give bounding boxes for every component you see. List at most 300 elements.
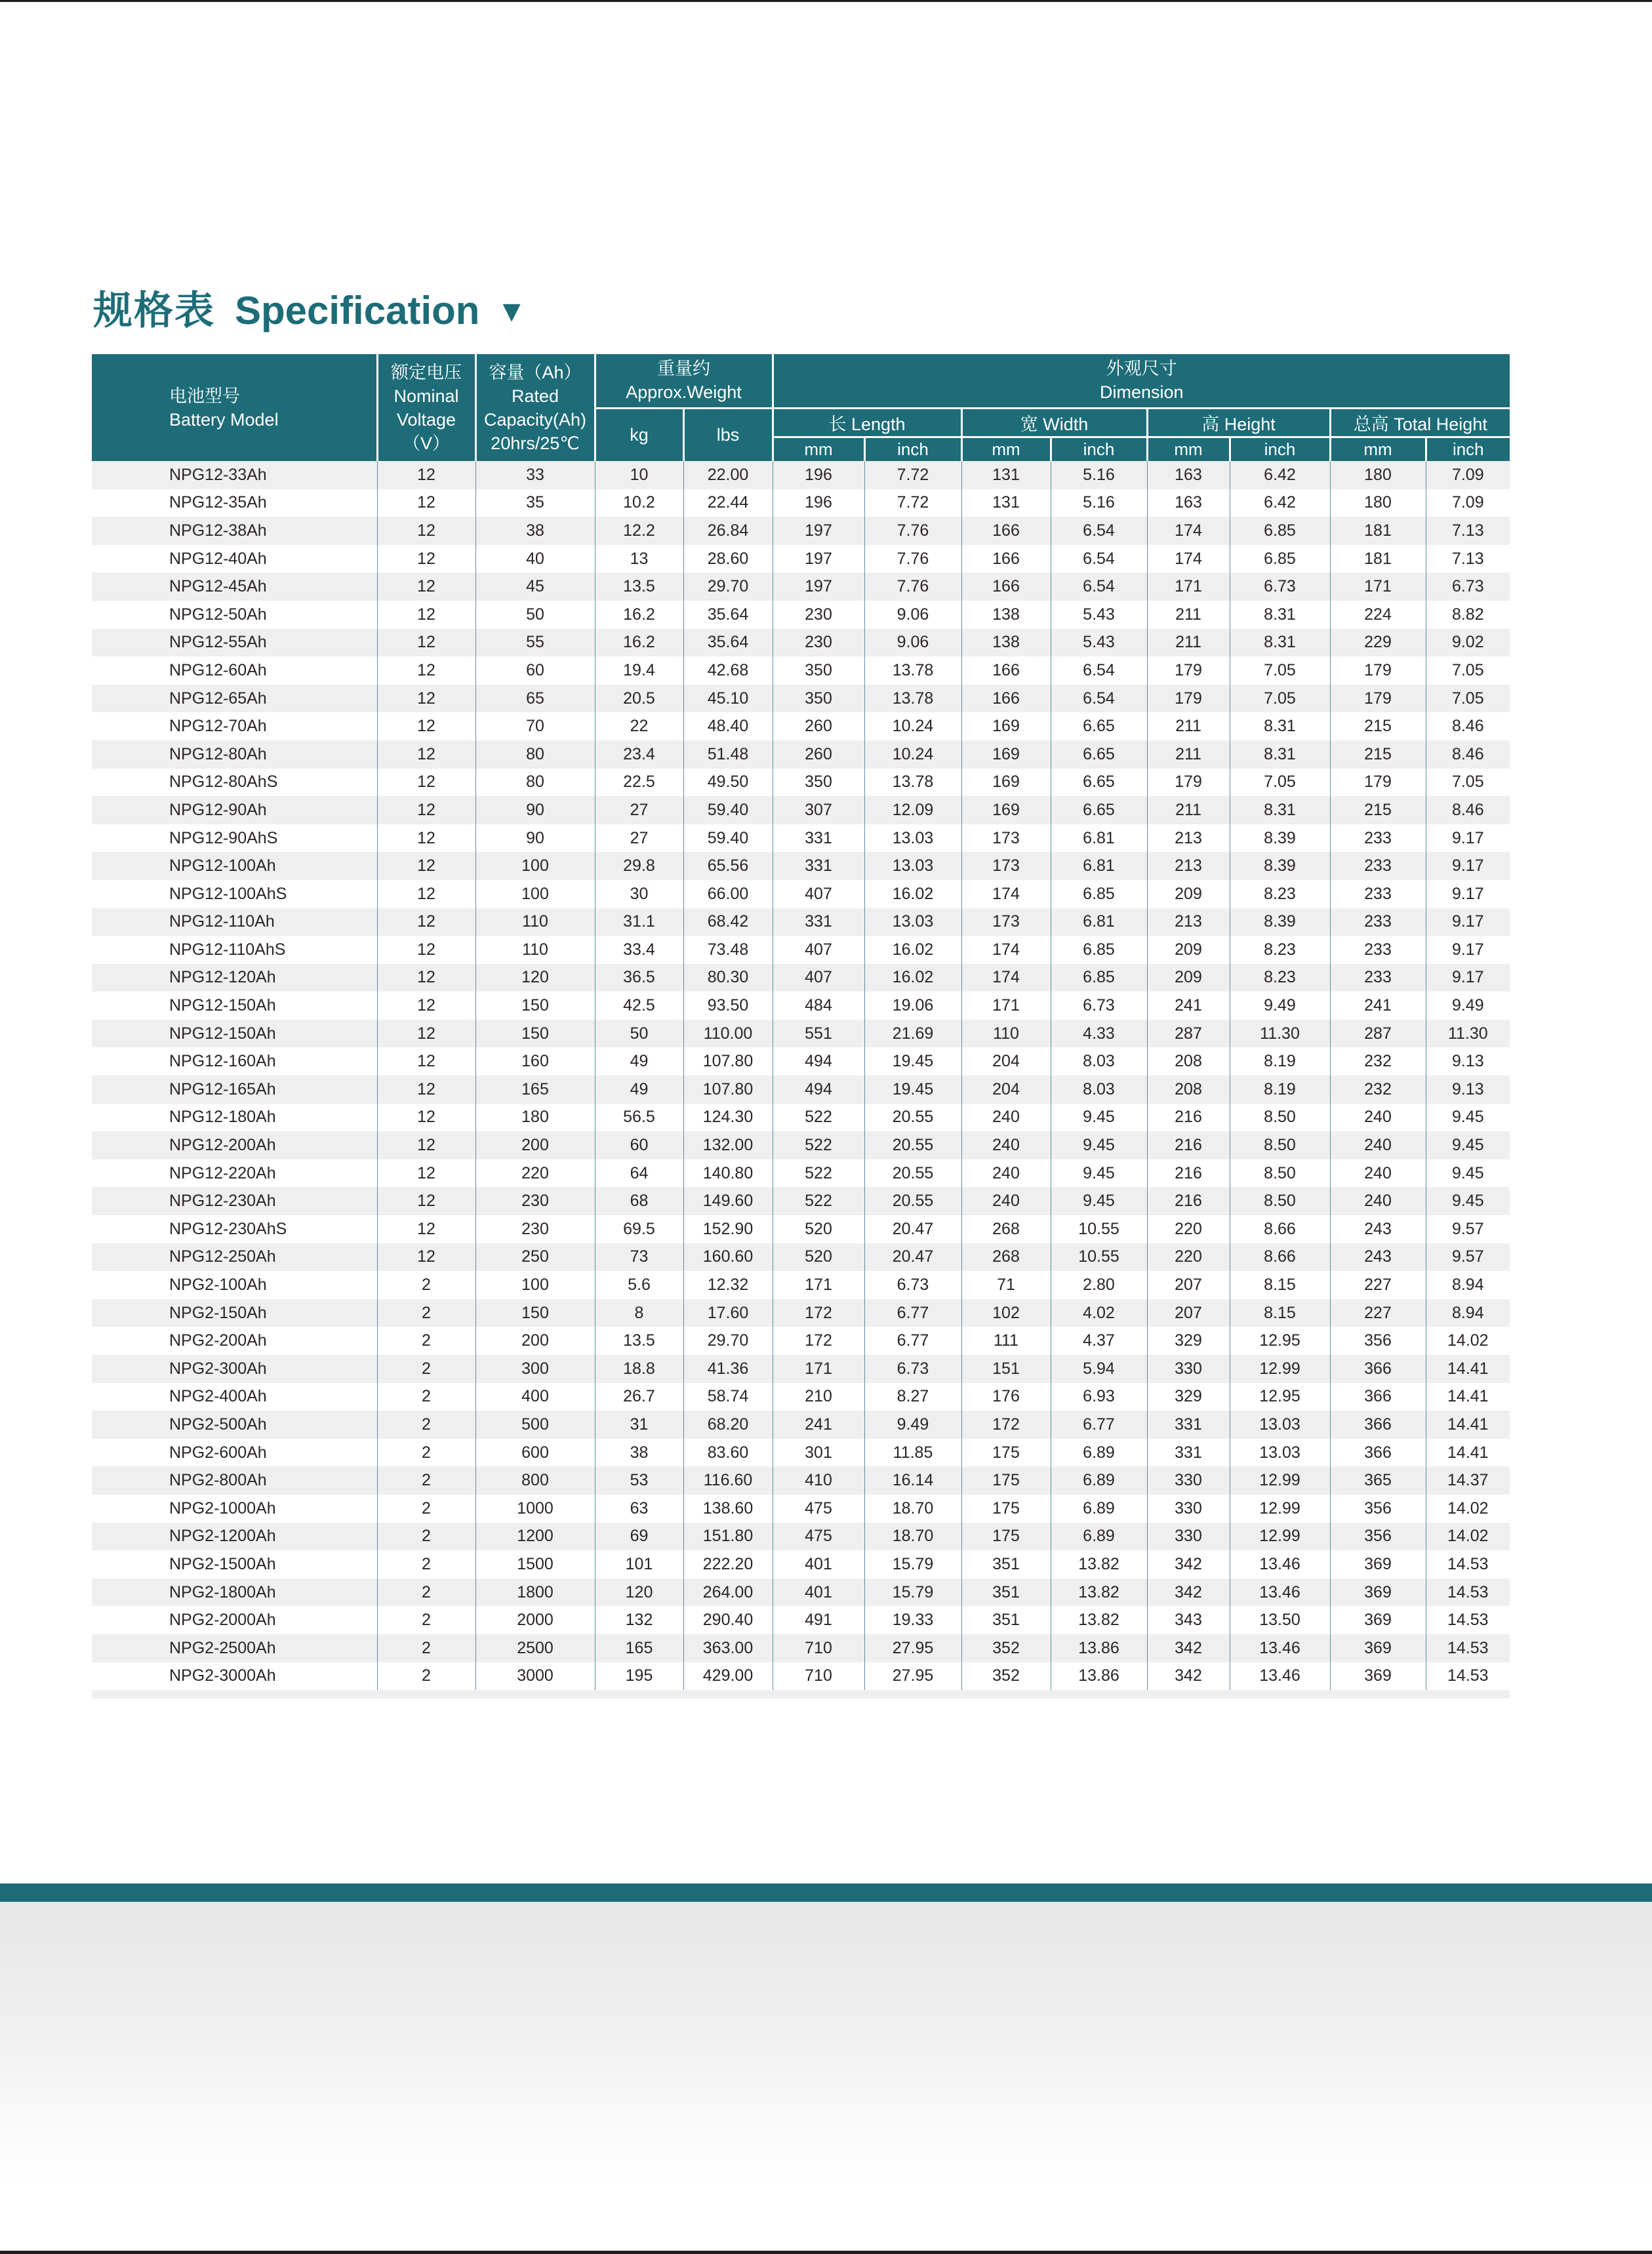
cell-width-mm: 166 <box>961 545 1051 573</box>
cell-height-mm: 207 <box>1147 1299 1230 1327</box>
cell-total-height-mm: 233 <box>1330 908 1426 936</box>
cell-length-mm: 196 <box>773 489 864 517</box>
cell-voltage: 12 <box>377 1187 475 1215</box>
cell-width-inch: 6.89 <box>1051 1495 1147 1523</box>
cell-total-height-mm: 180 <box>1330 461 1426 489</box>
cell-width-inch: 6.54 <box>1051 573 1147 601</box>
cell-width-mm: 175 <box>961 1466 1051 1495</box>
cell-width-mm: 173 <box>961 824 1051 853</box>
table-row <box>92 1076 1510 1104</box>
cell-total-height-inch: 14.02 <box>1447 1499 1489 1518</box>
cell-lbs: 132.00 <box>683 1131 773 1159</box>
cell-total-height-mm: 369 <box>1330 1662 1426 1691</box>
cell-kg: 50 <box>595 1020 683 1048</box>
cell-capacity: 230 <box>475 1215 595 1243</box>
table-row <box>92 1355 1510 1383</box>
cell-kg: 49 <box>595 1047 683 1076</box>
cell-model: NPG12-33Ah <box>92 461 377 489</box>
cell-total-height-inch: 7.13 <box>1426 517 1510 545</box>
cell-width-inch: 6.85 <box>1051 964 1147 992</box>
cell-model: NPG12-40Ah <box>92 545 377 573</box>
spec-table-body <box>92 461 1510 1699</box>
cell-capacity: 150 <box>475 992 595 1020</box>
cell-kg: 195 <box>595 1662 683 1691</box>
cell-model: NPG12-65Ah <box>92 685 377 713</box>
cell-height-inch: 7.05 <box>1230 656 1330 685</box>
cell-capacity: 250 <box>475 1243 595 1272</box>
cell-width-mm: 174 <box>961 880 1051 908</box>
cell-total-height-mm: 181 <box>1330 545 1426 573</box>
cell-width-inch: 6.81 <box>1051 908 1147 936</box>
cell-width-mm: 166 <box>961 573 1051 601</box>
cell-model: NPG12-55Ah <box>92 629 377 657</box>
cell-length-inch: 19.06 <box>864 992 961 1020</box>
cell-width-mm: 169 <box>961 740 1051 769</box>
cell-model: NPG12-200Ah <box>92 1131 377 1159</box>
cell-height-mm: 211 <box>1147 796 1230 824</box>
cell-length-mm: 407 <box>773 880 864 908</box>
cell-kg: 12.2 <box>595 517 683 545</box>
cell-length-inch: 18.70 <box>864 1495 961 1523</box>
cell-length-mm: 475 <box>773 1495 864 1523</box>
cell-kg: 13 <box>595 545 683 573</box>
table-row <box>92 992 1510 1020</box>
cell-lbs: 29.70 <box>683 1327 773 1355</box>
cell-capacity: 45 <box>475 573 595 601</box>
cell-total-height-mm: 369 <box>1330 1550 1426 1579</box>
cell-width-inch: 13.86 <box>1051 1662 1147 1691</box>
cell-lbs: 363.00 <box>683 1634 773 1662</box>
cell-kg: 20.5 <box>595 685 683 713</box>
cell-length-mm: 407 <box>773 964 864 992</box>
cell-total-height-inch: 7.13 <box>1451 549 1484 568</box>
cell-height-inch: 12.99 <box>1230 1523 1330 1551</box>
cell-voltage: 12 <box>377 769 475 797</box>
cell-voltage: 12 <box>377 740 475 769</box>
cell-length-inch: 10.24 <box>864 712 961 740</box>
cell-capacity: 65 <box>475 685 595 713</box>
cell-capacity: 200 <box>475 1131 595 1159</box>
cell-kg: 10 <box>595 461 683 489</box>
cell-model: NPG2-150Ah <box>92 1299 377 1327</box>
cell-width-inch: 6.65 <box>1051 712 1147 740</box>
cell-height-mm: 179 <box>1147 656 1230 685</box>
cell-voltage: 2 <box>377 1662 475 1691</box>
cell-length-inch: 19.33 <box>864 1606 961 1634</box>
cell-height-mm: 331 <box>1147 1411 1230 1439</box>
cell-width-inch: 6.65 <box>1051 796 1147 824</box>
cell-length-inch: 20.47 <box>864 1215 961 1243</box>
table-row <box>92 1495 1510 1523</box>
table-row <box>92 1466 1510 1495</box>
cell-height-inch: 13.03 <box>1230 1439 1330 1467</box>
cell-total-height-inch: 6.73 <box>1426 573 1510 601</box>
cell-total-height-inch: 8.46 <box>1451 717 1484 736</box>
cell-height-inch: 8.31 <box>1230 601 1330 629</box>
cell-width-inch: 5.43 <box>1051 601 1147 629</box>
cell-total-height-inch: 9.49 <box>1451 996 1484 1015</box>
cell-capacity: 2500 <box>475 1634 595 1662</box>
cell-kg: 13.5 <box>595 573 683 601</box>
cell-height-inch: 13.46 <box>1230 1550 1330 1579</box>
voltage-line-en1: Nominal <box>393 386 459 406</box>
table-row <box>92 601 1510 629</box>
cell-width-mm: 240 <box>961 1187 1051 1215</box>
cell-length-mm: 197 <box>773 573 864 601</box>
cell-width-mm: 172 <box>961 1411 1051 1439</box>
cell-height-inch: 12.99 <box>1230 1495 1330 1523</box>
cell-kg: 27 <box>595 824 683 853</box>
cell-capacity: 35 <box>475 489 595 517</box>
cell-model: NPG2-800Ah <box>92 1466 377 1495</box>
cell-total-height-inch: 9.17 <box>1426 964 1510 992</box>
cell-total-height-inch: 9.57 <box>1426 1243 1510 1272</box>
cell-capacity: 110 <box>475 936 595 964</box>
cell-lbs: 58.74 <box>683 1383 773 1411</box>
cell-length-mm: 551 <box>773 1020 864 1048</box>
cell-kg: 69.5 <box>595 1215 683 1243</box>
cell-width-mm: 176 <box>961 1383 1051 1411</box>
cell-lbs: 110.00 <box>683 1020 773 1048</box>
table-row <box>92 545 1510 573</box>
cell-lbs: 264.00 <box>683 1579 773 1607</box>
cell-length-inch: 9.06 <box>864 601 961 629</box>
cell-lbs: 83.60 <box>683 1439 773 1467</box>
cell-height-inch: 12.95 <box>1230 1327 1330 1355</box>
cell-height-mm: 342 <box>1147 1550 1230 1579</box>
cell-voltage: 12 <box>377 517 475 545</box>
cell-lbs: 68.20 <box>683 1411 773 1439</box>
cell-total-height-inch: 14.41 <box>1426 1411 1510 1439</box>
cell-voltage: 12 <box>377 908 475 936</box>
cell-width-mm: 204 <box>961 1076 1051 1104</box>
cell-length-inch: 10.24 <box>864 740 961 769</box>
cell-lbs: 68.42 <box>683 908 773 936</box>
cell-length-mm: 710 <box>773 1662 864 1691</box>
cell-capacity: 2000 <box>475 1606 595 1634</box>
cell-model: NPG12-230AhS <box>92 1215 377 1243</box>
cell-height-mm: 216 <box>1147 1187 1230 1215</box>
cell-total-height-inch: 8.82 <box>1451 605 1484 624</box>
cell-total-height-inch: 7.09 <box>1451 493 1484 512</box>
cell-height-mm: 179 <box>1147 769 1230 797</box>
cell-length-mm: 331 <box>773 824 864 853</box>
cell-length-mm: 407 <box>773 936 864 964</box>
cell-total-height-mm: 179 <box>1330 769 1426 797</box>
cell-kg: 68 <box>595 1187 683 1215</box>
cell-capacity: 40 <box>475 545 595 573</box>
cell-height-mm: 331 <box>1147 1439 1230 1467</box>
col-header-approx-weight <box>595 354 773 408</box>
top-border-line <box>0 0 1652 2</box>
cell-width-mm: 111 <box>961 1327 1051 1355</box>
cell-voltage: 12 <box>377 1076 475 1104</box>
page-title-zh: 规格表 <box>93 289 215 332</box>
cell-width-mm: 138 <box>961 601 1051 629</box>
cell-height-mm: 174 <box>1147 545 1230 573</box>
cell-total-height-mm: 369 <box>1330 1606 1426 1634</box>
col-header-width-inch: inch <box>1051 437 1147 461</box>
cell-width-inch: 6.93 <box>1051 1383 1147 1411</box>
cell-lbs: 51.48 <box>683 740 773 769</box>
cell-lbs: 152.90 <box>683 1215 773 1243</box>
cell-total-height-inch: 9.02 <box>1426 629 1510 657</box>
cell-model: NPG12-250Ah <box>92 1243 377 1272</box>
cell-width-inch: 10.55 <box>1051 1215 1147 1243</box>
cell-length-mm: 172 <box>773 1327 864 1355</box>
cell-capacity: 600 <box>475 1439 595 1467</box>
col-header-rated-capacity <box>475 354 595 461</box>
header-row-top <box>92 354 1510 408</box>
cell-height-mm: 216 <box>1147 1159 1230 1188</box>
table-row <box>92 489 1510 517</box>
cell-width-inch: 6.89 <box>1051 1439 1147 1467</box>
cell-lbs: 29.70 <box>683 573 773 601</box>
cell-width-mm: 166 <box>961 685 1051 713</box>
cell-length-mm: 197 <box>773 545 864 573</box>
dropdown-triangle-icon: ▼ <box>496 294 527 328</box>
cell-length-inch: 13.03 <box>864 852 961 880</box>
cell-kg: 22.5 <box>595 769 683 797</box>
cell-length-mm: 350 <box>773 769 864 797</box>
cell-lbs: 107.80 <box>683 1047 773 1076</box>
cell-length-mm: 350 <box>773 685 864 713</box>
cell-total-height-inch: 14.53 <box>1426 1579 1510 1607</box>
cell-model: NPG2-1500Ah <box>92 1550 377 1579</box>
cell-voltage: 12 <box>377 852 475 880</box>
cell-width-inch: 6.65 <box>1051 740 1147 769</box>
cell-voltage: 12 <box>377 461 475 489</box>
cell-width-inch: 9.45 <box>1051 1187 1147 1215</box>
dimension-zh: 外观尺寸 <box>1106 359 1177 379</box>
cell-length-mm: 241 <box>773 1411 864 1439</box>
cell-capacity: 1500 <box>475 1550 595 1579</box>
col-header-height: 高 Height <box>1147 408 1330 437</box>
cell-width-mm: 351 <box>961 1550 1051 1579</box>
cell-width-inch: 6.85 <box>1051 936 1147 964</box>
cell-height-mm: 213 <box>1147 824 1230 853</box>
cell-length-inch: 13.78 <box>864 656 961 685</box>
cell-kg: 19.4 <box>595 656 683 685</box>
cell-length-inch: 16.14 <box>864 1466 961 1495</box>
cell-voltage: 12 <box>377 1020 475 1048</box>
cell-kg: 120 <box>595 1579 683 1607</box>
cell-length-inch: 7.76 <box>864 545 961 573</box>
cell-total-height-mm: 365 <box>1330 1466 1426 1495</box>
cell-voltage: 12 <box>377 656 475 685</box>
cell-total-height-mm: 171 <box>1330 573 1426 601</box>
cell-total-height-mm: 227 <box>1330 1271 1426 1299</box>
cell-total-height-inch: 14.41 <box>1447 1443 1489 1462</box>
col-header-width-mm: mm <box>961 437 1051 461</box>
cell-width-mm: 131 <box>961 489 1051 517</box>
cell-model: NPG2-1200Ah <box>92 1523 377 1551</box>
cell-model: NPG12-150Ah <box>92 992 377 1020</box>
capacity-line-en1: Rated <box>511 386 559 406</box>
cell-kg: 8 <box>595 1299 683 1327</box>
cell-total-height-inch: 14.41 <box>1426 1355 1510 1383</box>
cell-capacity: 500 <box>475 1411 595 1439</box>
cell-length-inch: 9.49 <box>864 1411 961 1439</box>
cell-kg: 29.8 <box>595 852 683 880</box>
cell-capacity: 33 <box>475 461 595 489</box>
cell-width-mm: 102 <box>961 1299 1051 1327</box>
cell-length-inch: 20.55 <box>864 1187 961 1215</box>
cell-total-height-inch: 8.94 <box>1451 1276 1484 1295</box>
cell-length-mm: 171 <box>773 1271 864 1299</box>
capacity-line-cond: 20hrs/25℃ <box>491 433 580 453</box>
cell-model: NPG12-100Ah <box>92 852 377 880</box>
cell-total-height-inch: 9.17 <box>1451 884 1484 903</box>
cell-height-inch: 8.31 <box>1230 740 1330 769</box>
cell-capacity: 180 <box>475 1104 595 1132</box>
voltage-line-en2: Voltage <box>396 409 456 430</box>
cell-capacity: 800 <box>475 1466 595 1495</box>
cell-voltage: 12 <box>377 1243 475 1272</box>
cell-capacity: 50 <box>475 601 595 629</box>
cell-height-inch: 9.49 <box>1230 992 1330 1020</box>
cell-model: NPG12-160Ah <box>92 1047 377 1076</box>
cell-height-mm: 211 <box>1147 712 1230 740</box>
cell-model: NPG12-100AhS <box>92 880 377 908</box>
cell-voltage: 12 <box>377 1104 475 1132</box>
voltage-line-unit: （V） <box>402 433 450 453</box>
cell-total-height-inch: 9.17 <box>1451 940 1484 959</box>
table-row <box>92 769 1510 797</box>
cell-height-inch: 8.39 <box>1230 852 1330 880</box>
col-header-length: 长 Length <box>773 408 961 437</box>
cell-model: NPG12-50Ah <box>92 601 377 629</box>
cell-length-inch: 13.78 <box>864 685 961 713</box>
cell-total-height-inch: 9.17 <box>1426 852 1510 880</box>
cell-model: NPG12-45Ah <box>92 573 377 601</box>
cell-height-inch: 6.42 <box>1230 489 1330 517</box>
cell-height-inch: 8.50 <box>1230 1187 1330 1215</box>
cell-kg: 69 <box>595 1523 683 1551</box>
cell-lbs: 93.50 <box>683 992 773 1020</box>
cell-voltage: 12 <box>377 796 475 824</box>
cell-kg: 27 <box>595 796 683 824</box>
cell-height-mm: 216 <box>1147 1104 1230 1132</box>
cell-capacity: 60 <box>475 656 595 685</box>
cell-capacity: 200 <box>475 1327 595 1355</box>
cell-capacity: 110 <box>475 908 595 936</box>
table-row <box>92 1634 1510 1662</box>
cell-total-height-mm: 233 <box>1330 964 1426 992</box>
cell-total-height-mm: 240 <box>1330 1104 1426 1132</box>
cell-height-mm: 329 <box>1147 1327 1230 1355</box>
cell-lbs: 41.36 <box>683 1355 773 1383</box>
cell-lbs: 73.48 <box>683 936 773 964</box>
cell-height-inch: 8.31 <box>1230 712 1330 740</box>
cell-model: NPG12-90AhS <box>92 824 377 853</box>
cell-width-mm: 71 <box>961 1271 1051 1299</box>
cell-height-inch: 13.46 <box>1230 1662 1330 1691</box>
cell-length-inch: 21.69 <box>864 1020 961 1048</box>
cell-height-mm: 220 <box>1147 1215 1230 1243</box>
cell-total-height-inch: 9.45 <box>1451 1163 1484 1182</box>
cell-lbs: 42.68 <box>683 656 773 685</box>
cell-height-mm: 330 <box>1147 1495 1230 1523</box>
col-header-length-inch: inch <box>864 437 961 461</box>
cell-kg: 10.2 <box>595 489 683 517</box>
col-header-height-mm: mm <box>1147 437 1230 461</box>
cell-height-inch: 8.31 <box>1230 796 1330 824</box>
cell-lbs: 149.60 <box>683 1187 773 1215</box>
cell-capacity: 38 <box>475 517 595 545</box>
cell-width-mm: 138 <box>961 629 1051 657</box>
cell-capacity: 165 <box>475 1076 595 1104</box>
table-row <box>92 1550 1510 1579</box>
cell-voltage: 12 <box>377 964 475 992</box>
cell-width-mm: 268 <box>961 1243 1051 1272</box>
cell-capacity: 220 <box>475 1159 595 1188</box>
capacity-line-zh: 容量（Ah） <box>489 362 582 382</box>
cell-width-inch: 4.37 <box>1051 1327 1147 1355</box>
cell-width-inch: 6.89 <box>1051 1466 1147 1495</box>
cell-length-inch: 13.03 <box>864 824 961 853</box>
table-row <box>92 908 1510 936</box>
cell-total-height-inch: 11.30 <box>1426 1020 1510 1048</box>
cell-length-mm: 520 <box>773 1243 864 1272</box>
cell-height-mm: 211 <box>1147 601 1230 629</box>
cell-length-mm: 401 <box>773 1550 864 1579</box>
cell-capacity: 1000 <box>475 1495 595 1523</box>
cell-model: NPG12-35Ah <box>92 489 377 517</box>
cell-kg: 18.8 <box>595 1355 683 1383</box>
cell-model: NPG12-220Ah <box>92 1159 377 1188</box>
col-header-total-height: 总高 Total Height <box>1330 408 1510 437</box>
cell-height-inch: 13.03 <box>1230 1411 1330 1439</box>
cell-model: NPG2-300Ah <box>92 1355 377 1383</box>
cell-length-inch: 18.70 <box>864 1523 961 1551</box>
cell-lbs: 222.20 <box>683 1550 773 1579</box>
cell-kg: 22 <box>595 712 683 740</box>
cell-length-inch: 7.76 <box>864 573 961 601</box>
cell-capacity: 70 <box>475 712 595 740</box>
cell-length-mm: 475 <box>773 1523 864 1551</box>
cell-total-height-inch: 9.13 <box>1451 1052 1484 1071</box>
cell-height-inch: 13.50 <box>1230 1606 1330 1634</box>
table-row <box>92 1411 1510 1439</box>
col-header-nominal-voltage <box>377 354 475 461</box>
cell-length-mm: 260 <box>773 740 864 769</box>
cell-width-mm: 110 <box>961 1020 1051 1048</box>
cell-width-inch: 6.73 <box>1051 992 1147 1020</box>
cell-height-inch: 13.46 <box>1230 1634 1330 1662</box>
cell-model: NPG2-3000Ah <box>92 1662 377 1691</box>
cell-capacity: 90 <box>475 796 595 824</box>
cell-voltage: 12 <box>377 545 475 573</box>
cell-height-inch: 8.19 <box>1230 1047 1330 1076</box>
cell-height-mm: 330 <box>1147 1466 1230 1495</box>
cell-length-mm: 491 <box>773 1606 864 1634</box>
table-row <box>92 1523 1510 1551</box>
cell-length-mm: 171 <box>773 1355 864 1383</box>
cell-width-mm: 169 <box>961 712 1051 740</box>
cell-kg: 5.6 <box>595 1271 683 1299</box>
cell-width-inch: 5.16 <box>1051 461 1147 489</box>
cell-length-inch: 9.06 <box>864 629 961 657</box>
cell-total-height-mm: 356 <box>1330 1327 1426 1355</box>
table-row <box>92 517 1510 545</box>
cell-width-inch: 5.94 <box>1051 1355 1147 1383</box>
cell-width-mm: 175 <box>961 1439 1051 1467</box>
cell-total-height-inch: 8.94 <box>1426 1299 1510 1327</box>
cell-height-inch: 8.50 <box>1230 1131 1330 1159</box>
cell-lbs: 35.64 <box>683 601 773 629</box>
cell-height-mm: 342 <box>1147 1634 1230 1662</box>
